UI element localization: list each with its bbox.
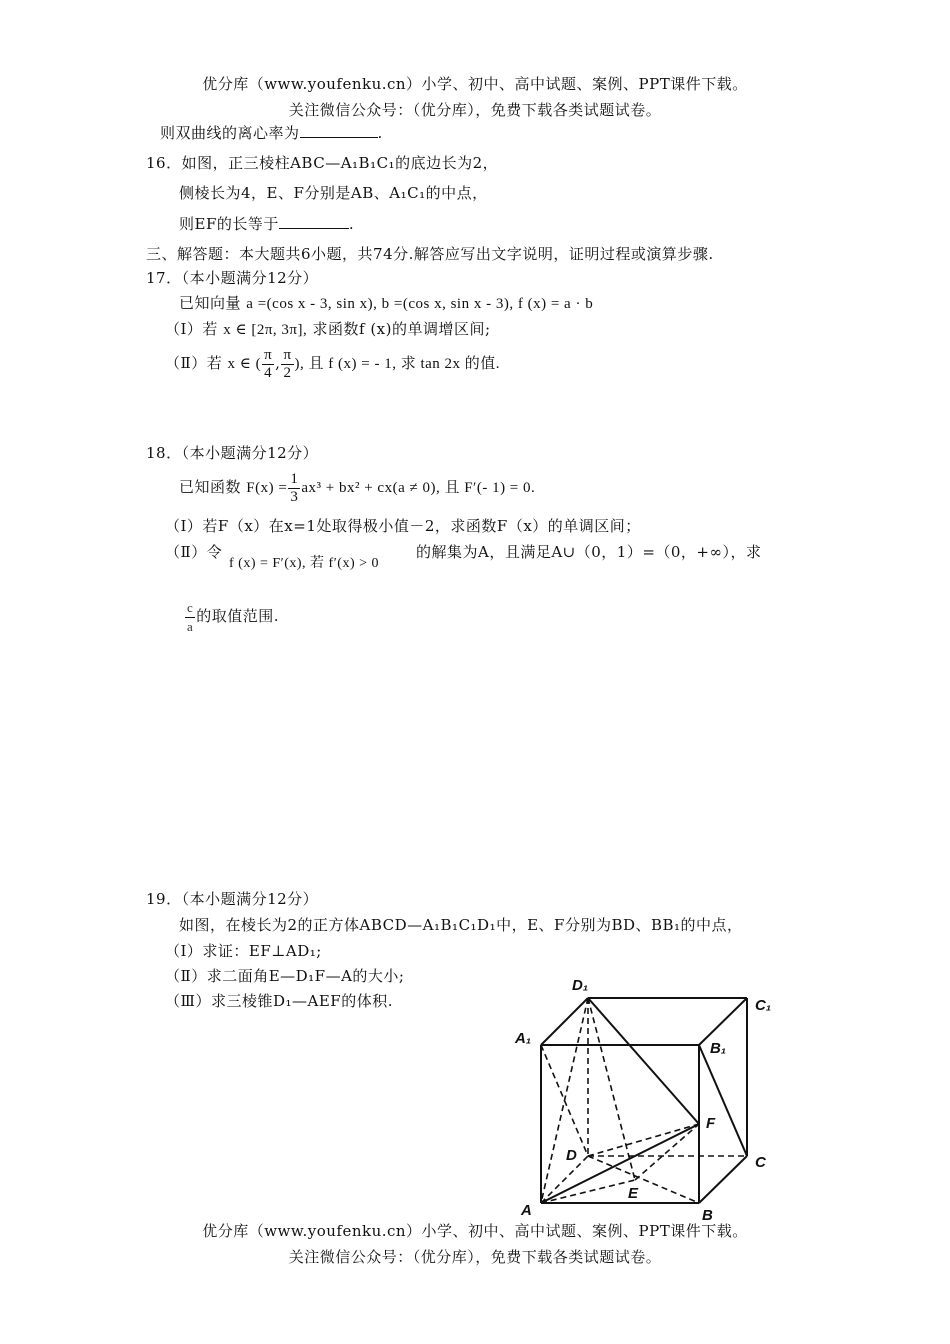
section-3-heading: 三、解答题：本大题共6小题，共74分.解答应写出文字说明，证明过程或演算步骤.	[146, 245, 714, 263]
label-C: C	[755, 1154, 766, 1171]
frac-numerator: π	[283, 346, 292, 363]
label-B: B	[702, 1207, 713, 1224]
q19-part-2: （Ⅱ）求二面角E—D₁F—A的大小;	[165, 967, 405, 985]
q17-p1-label: （Ⅰ）若	[165, 320, 218, 338]
label-D1: D₁	[572, 977, 589, 994]
q18-p2-end: 的取值范围.	[196, 607, 280, 625]
label-E: E	[628, 1185, 639, 1202]
footer-line-1: 优分库（www.youfenku.cn）小学、初中、高中试题、案例、PPT课件下载。	[202, 1222, 748, 1240]
frac-numerator: 1	[290, 470, 299, 487]
label-A1: A₁	[515, 1030, 532, 1047]
q18-part-2-text: 的解集为A，且满足A∪（0，1）=（0，+∞），求	[416, 543, 762, 561]
frac-denominator: a	[187, 618, 194, 634]
header-line-1: 优分库（www.youfenku.cn）小学、初中、高中试题、案例、PPT课件下载。	[202, 75, 748, 93]
q16-end: .	[348, 215, 355, 233]
q16-text: 则EF的长等于	[179, 215, 279, 233]
q15-end: .	[377, 124, 383, 142]
q18-part-2-label: （Ⅱ）令	[165, 543, 223, 561]
q17-p1-math: x ∈ [2π, 3π],	[223, 322, 308, 338]
q16-line-2: 侧棱长为4，E、F分别是AB、A₁C₁的中点，	[179, 184, 488, 202]
q19-head: 19．（本小题满分12分）	[146, 890, 319, 908]
edge-CB	[699, 1156, 747, 1203]
q18-head: 18．（本小题满分12分）	[146, 444, 319, 462]
q17-p2-label: （Ⅱ）若	[165, 354, 223, 372]
q18-given-label: 已知函数	[179, 478, 242, 496]
label-C1: C₁	[755, 997, 772, 1014]
label-D: D	[566, 1147, 577, 1164]
q17-p2-math-pre: x ∈ (	[227, 356, 262, 372]
segment-AF	[541, 1124, 699, 1203]
label-F: F	[706, 1115, 716, 1132]
edge-AD	[541, 1156, 588, 1203]
q17-part-2: （Ⅱ）若 x ∈ ( $\frac{\pi}{4}$ , $\frac{\pi}{2}$ ), 且 f (x) = - 1, 求 tan 2x 的值.	[165, 346, 501, 381]
q18-given-post: ax³ + bx² + cx(a ≠ 0), 且 F′(- 1) = 0.	[301, 480, 536, 496]
label-B1: B₁	[710, 1040, 727, 1057]
q17-given-label: 已知向量	[179, 294, 242, 312]
q18-part-2-math: f (x) = F′(x), 若 f′(x) > 0	[229, 556, 379, 571]
q17-p2-math-post: ), 且 f (x) = - 1, 求 tan 2x 的值.	[294, 356, 501, 372]
q15-text: 则双曲线的离心率为	[160, 124, 300, 142]
q17-head: 17．（本小题满分12分）	[146, 269, 319, 287]
edge-C1B1	[699, 998, 747, 1045]
edge-A1D1	[541, 998, 588, 1045]
segment-DB	[588, 1156, 699, 1203]
frac-denominator: 4	[264, 364, 273, 381]
frac-denominator: 3	[290, 488, 299, 505]
footer-line-2: 关注微信公众号：（优分库），免费下载各类试题试卷。	[288, 1248, 662, 1266]
segment-AE	[541, 1180, 635, 1203]
q18-part-1: （Ⅰ）若F（x）在x=1处取得极小值－2，求函数F（x）的单调区间；	[165, 517, 641, 535]
q16-line-1: 16．如图，正三棱柱ABC—A₁B₁C₁的底边长为2，	[146, 154, 499, 172]
q18-given-pre: F(x) =	[246, 480, 288, 496]
q19-part-1: （Ⅰ）求证：EF⊥AD₁;	[165, 942, 322, 960]
frac-numerator: π	[264, 346, 273, 363]
frac-numerator: c	[185, 599, 195, 618]
q17-p1-text: 求函数f (x)的单调增区间;	[312, 320, 491, 338]
segment-B1C	[699, 1045, 747, 1156]
q19-intro: 如图，在棱长为2的正方体ABCD—A₁B₁C₁D₁中，E、F分别为BD、BB₁的中点，	[179, 916, 743, 934]
q17-given-math: a =(cos x - 3, sin x), b =(cos x, sin x - 3), f (x) = a · b	[246, 296, 594, 312]
frac-denominator: 2	[283, 364, 292, 381]
label-A: A	[521, 1202, 532, 1219]
q19-part-3: （Ⅲ）求三棱锥D₁—AEF的体积.	[165, 992, 393, 1010]
header-line-2: 关注微信公众号：（优分库），免费下载各类试题试卷。	[288, 101, 662, 119]
segment-A1D	[541, 1045, 588, 1156]
